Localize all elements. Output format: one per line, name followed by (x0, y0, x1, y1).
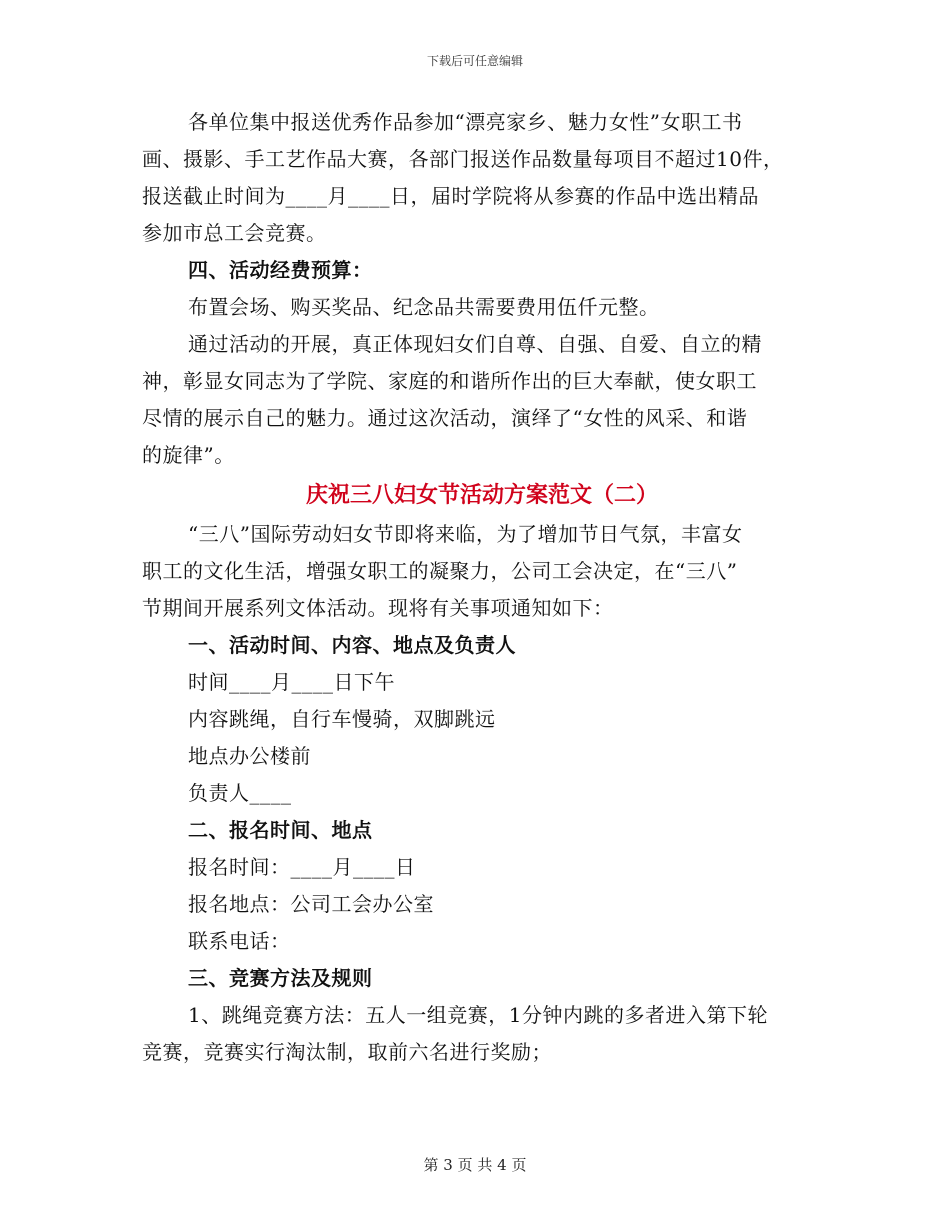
text-line: 时间____月____日下午 (188, 670, 395, 694)
text-line: 各单位集中报送优秀作品参加“漂亮家乡、魅力女性”女职工书 (188, 110, 743, 134)
text-line: 的旋律”。 (142, 443, 235, 467)
section-heading: 三、竞赛方法及规则 (188, 966, 373, 990)
page-number: 第 3 页 共 4 页 (423, 1156, 527, 1174)
text-line: 竞赛，竞赛实行淘汰制，取前六名进行奖励； (142, 1040, 552, 1064)
text-line: 负责人____ (188, 781, 292, 805)
section-title: 庆祝三八妇女节活动方案范文（二） (305, 482, 658, 508)
text-line: 1、跳绳竞赛方法：五人一组竞赛，1分钟内跳的多者进入第下轮 (188, 1003, 768, 1027)
text-line: 报名时间：____月____日 (188, 855, 416, 879)
text-line: 联系电话： (188, 929, 291, 953)
section-heading: 二、报名时间、地点 (188, 818, 373, 842)
section-heading: 四、活动经费预算： (188, 258, 373, 282)
paragraph-block-1 (142, 104, 822, 474)
text-line: 职工的文化生活，增强女职工的凝聚力，公司工会决定，在“三八” (142, 559, 738, 583)
text-line: 尽情的展示自己的魅力。通过这次活动，演绎了“女性的风采、和谐 (142, 406, 748, 430)
text-line: “三八”国际劳动妇女节即将来临，为了增加节日气氛，丰富女 (188, 522, 743, 546)
text-line: 布置会场、购买奖品、纪念品共需要费用伍仟元整。 (188, 295, 660, 319)
document-body (142, 104, 822, 1071)
text-line: 节期间开展系列文体活动。现将有关事项通知如下： (142, 596, 614, 620)
page-header: 下载后可任意编辑 (426, 54, 523, 68)
text-line: 内容跳绳，自行车慢骑，双脚跳远 (188, 707, 496, 731)
text-line: 报送截止时间为____月____日，届时学院将从参赛的作品中选出精品 (142, 184, 759, 208)
text-line: 通过活动的开展，真正体现妇女们自尊、自强、自爱、自立的精 (188, 332, 762, 356)
text-line: 参加市总工会竞赛。 (142, 221, 327, 245)
text-line: 报名地点：公司工会办公室 (188, 892, 434, 916)
section-heading: 一、活动时间、内容、地点及负责人 (188, 633, 516, 657)
text-line: 画、摄影、手工艺作品大赛，各部门报送作品数量每项目不超过10件， (142, 147, 784, 171)
text-line: 神，彰显女同志为了学院、家庭的和谐所作出的巨大奉献，使女职工 (142, 369, 757, 393)
paragraph-block-2 (142, 516, 822, 1071)
text-line: 地点办公楼前 (188, 744, 311, 768)
